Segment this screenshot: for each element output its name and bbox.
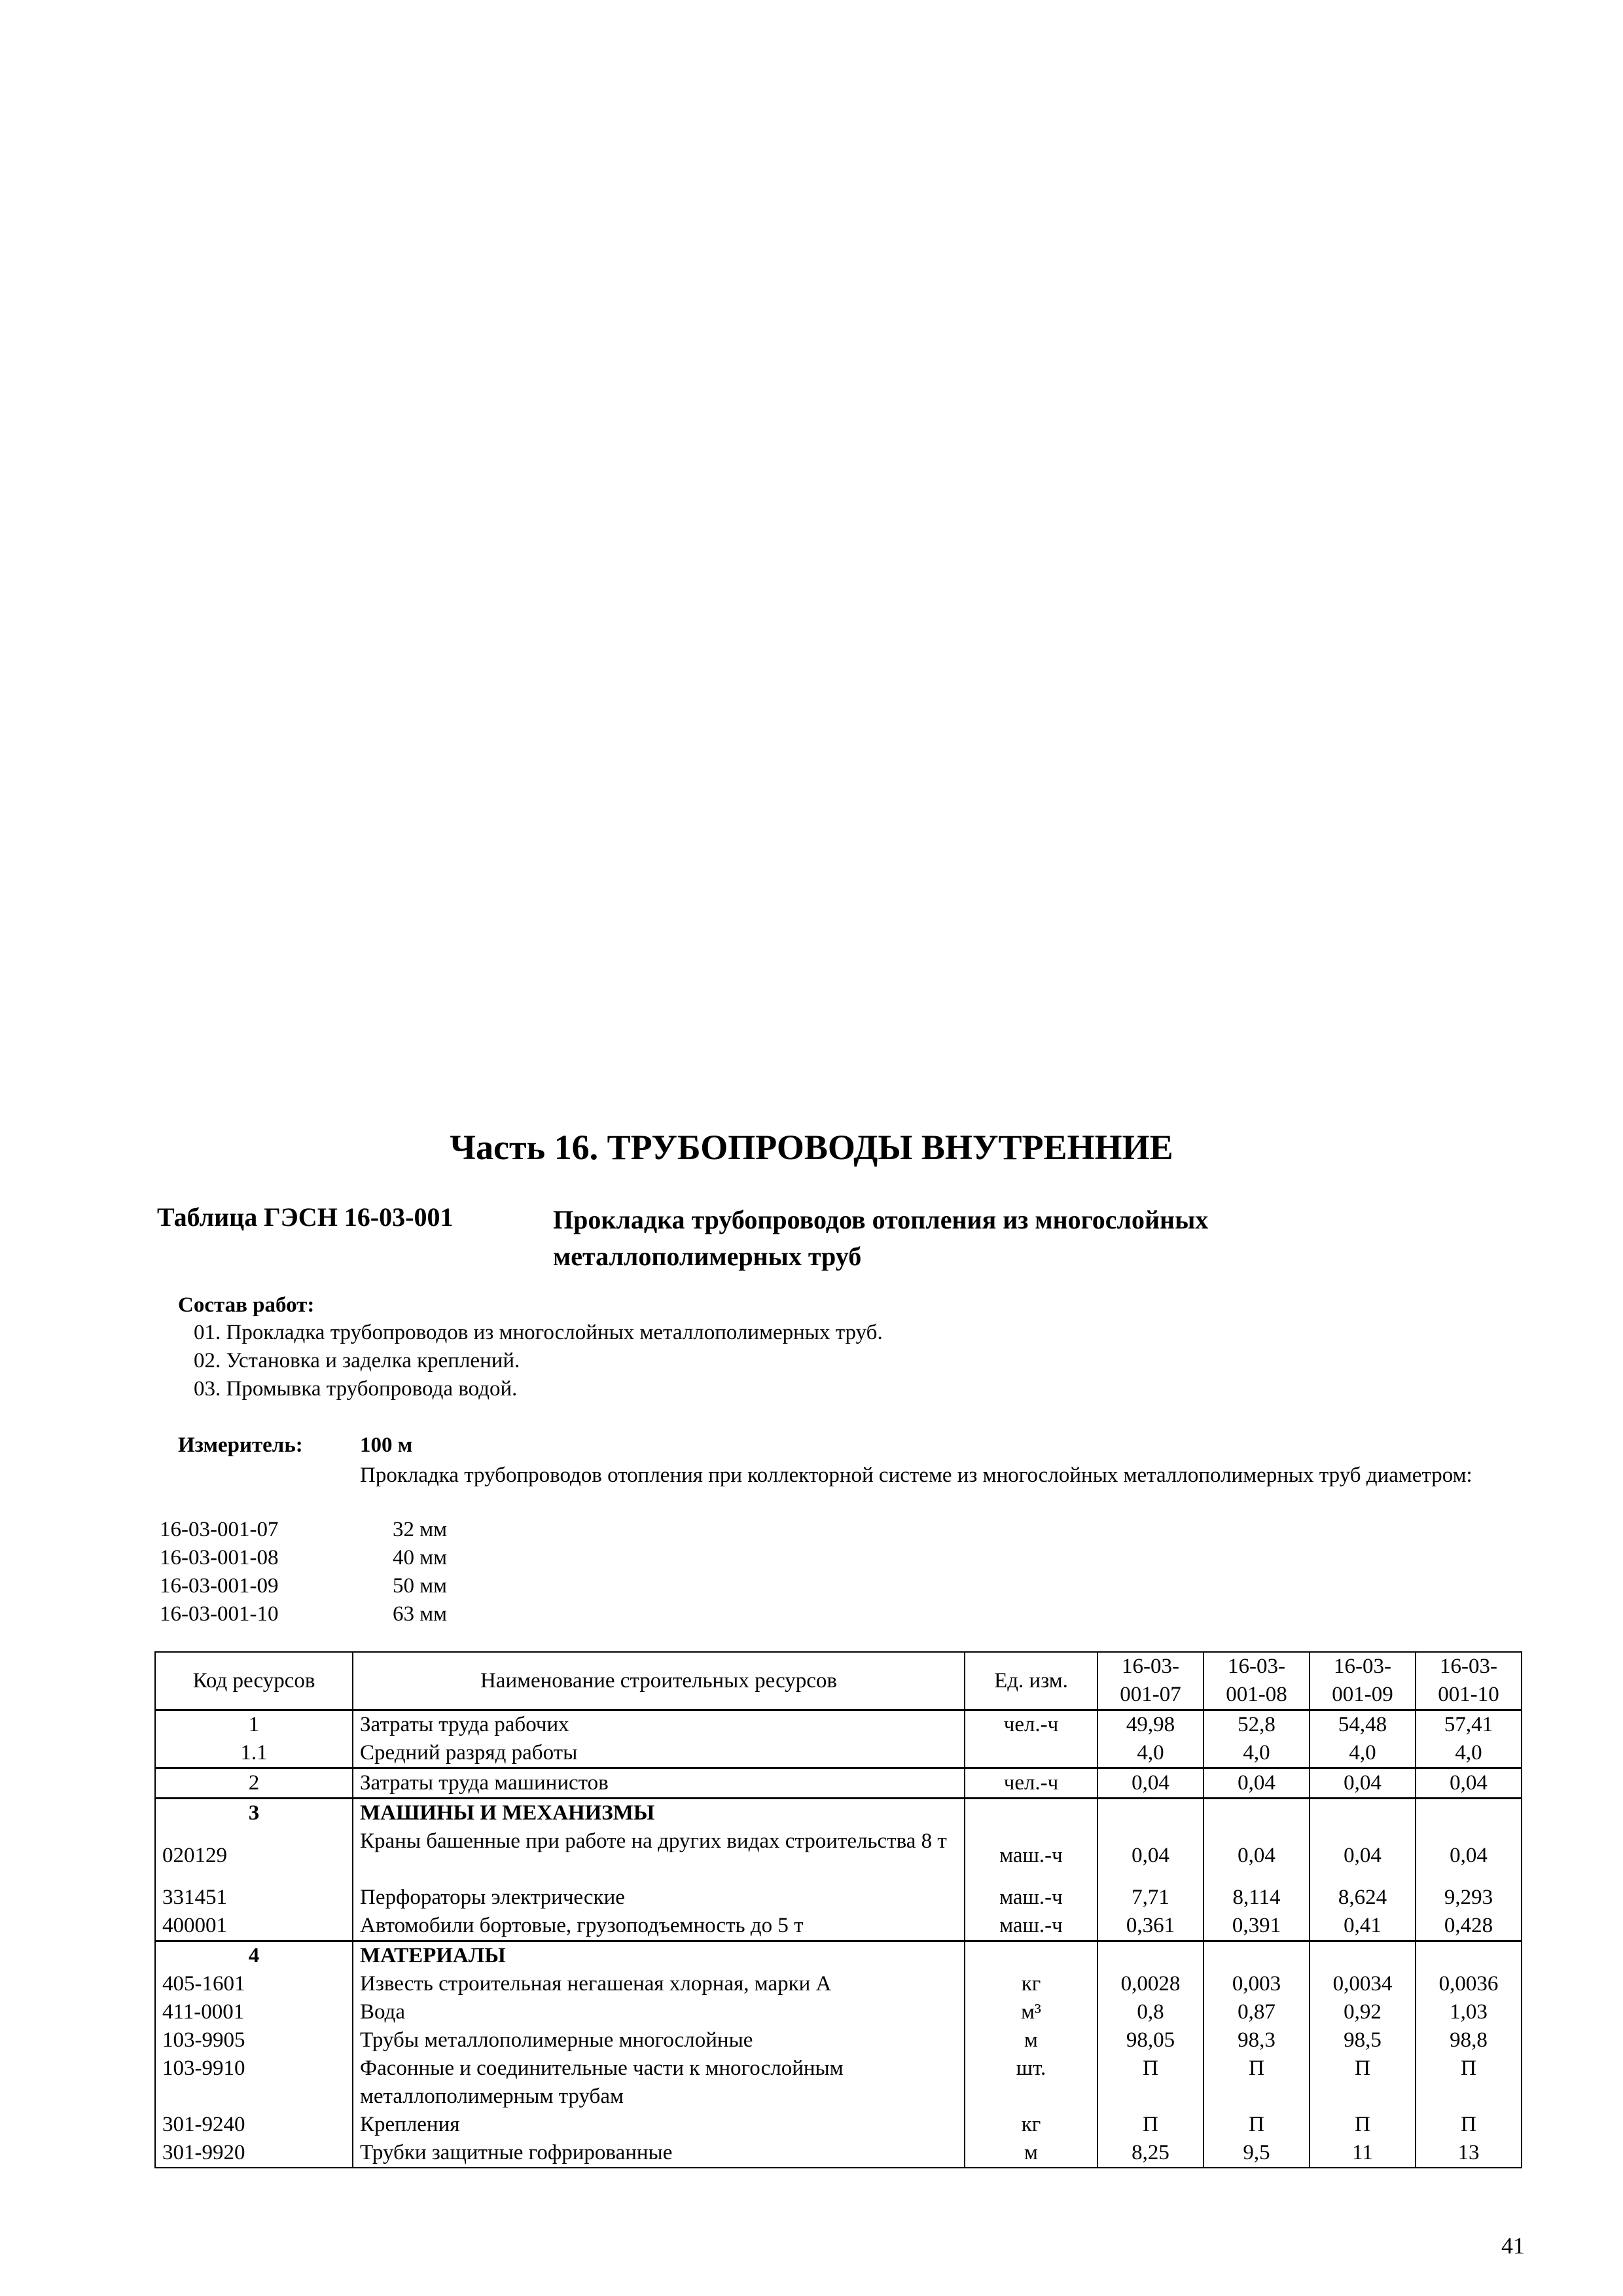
cell-value: 7,71 bbox=[1097, 1884, 1204, 1912]
work-step: 01. Прокладка трубопроводов из многослойных металлополимерных труб. bbox=[194, 1321, 883, 1344]
header-variant: 16-03-001-09 bbox=[1310, 1652, 1416, 1710]
variant-diameter: 32 мм bbox=[393, 1518, 448, 1541]
cell-value: П bbox=[1416, 2054, 1522, 2111]
cell-name: МАШИНЫ И МЕХАНИЗМЫ bbox=[353, 1799, 965, 1828]
page-number: 41 bbox=[1501, 2233, 1525, 2259]
cell-name: Фасонные и соединительные части к многослойным металлополимерным трубам bbox=[353, 2054, 965, 2111]
cell-value: 4,0 bbox=[1416, 1739, 1522, 1768]
cell-unit: чел.-ч bbox=[965, 1768, 1097, 1799]
cell-value bbox=[1310, 1799, 1416, 1828]
cell-unit: м³ bbox=[965, 1998, 1097, 2026]
table-row bbox=[155, 1710, 1522, 1740]
cell-unit: кг bbox=[965, 2111, 1097, 2139]
cell-value: 9,5 bbox=[1204, 2139, 1310, 2168]
table-row bbox=[155, 2026, 1522, 2054]
cell-name: Трубки защитные гофрированные bbox=[353, 2139, 965, 2168]
table-row bbox=[155, 1998, 1522, 2026]
table-row bbox=[155, 2111, 1522, 2139]
cell-value bbox=[1204, 1799, 1310, 1828]
cell-value bbox=[1416, 1799, 1522, 1828]
cell-value: 0,04 bbox=[1097, 1827, 1204, 1884]
header-name: Наименование строительных ресурсов bbox=[353, 1652, 965, 1710]
header-code: Код ресурсов bbox=[155, 1652, 353, 1710]
variant-code: 16-03-001-08 bbox=[160, 1546, 279, 1570]
cell-value: 0,04 bbox=[1204, 1827, 1310, 1884]
variant-diameter: 50 мм bbox=[393, 1574, 448, 1598]
cell-name: Краны башенные при работе на других видах строительства 8 т bbox=[353, 1827, 965, 1884]
cell-unit: маш.-ч bbox=[965, 1912, 1097, 1941]
table-label: Таблица ГЭСН 16-03-001 bbox=[157, 1202, 454, 1232]
cell-unit: шт. bbox=[965, 2054, 1097, 2111]
header-unit: Ед. изм. bbox=[965, 1652, 1097, 1710]
cell-value: 0,04 bbox=[1416, 1827, 1522, 1884]
cell-code: 331451 bbox=[155, 1884, 353, 1912]
cell-value: 0,04 bbox=[1310, 1827, 1416, 1884]
cell-value: 0,0034 bbox=[1310, 1970, 1416, 1998]
table-row bbox=[155, 1768, 1522, 1799]
header-variant: 16-03-001-08 bbox=[1204, 1652, 1310, 1710]
cell-name: Вода bbox=[353, 1998, 965, 2026]
cell-unit: кг bbox=[965, 1970, 1097, 1998]
cell-value: 0,003 bbox=[1204, 1970, 1310, 1998]
cell-value: 4,0 bbox=[1310, 1739, 1416, 1768]
cell-unit: маш.-ч bbox=[965, 1884, 1097, 1912]
cell-value: 13 bbox=[1416, 2139, 1522, 2168]
variant-diameter: 63 мм bbox=[393, 1602, 448, 1626]
cell-code: 400001 bbox=[155, 1912, 353, 1941]
cell-code: 1 bbox=[155, 1710, 353, 1740]
cell-code: 3 bbox=[155, 1799, 353, 1828]
cell-value: 0,0028 bbox=[1097, 1970, 1204, 1998]
cell-value: 0,41 bbox=[1310, 1912, 1416, 1941]
cell-value: 52,8 bbox=[1204, 1710, 1310, 1740]
cell-value: 4,0 bbox=[1204, 1739, 1310, 1768]
meter-unit: 100 м bbox=[360, 1433, 413, 1457]
cell-name: Автомобили бортовые, грузоподъемность до 5 т bbox=[353, 1912, 965, 1941]
cell-value: 0,361 bbox=[1097, 1912, 1204, 1941]
table-row bbox=[155, 1799, 1522, 1828]
table-row bbox=[155, 2139, 1522, 2168]
cell-value: П bbox=[1310, 2111, 1416, 2139]
work-step: 03. Промывка трубопровода водой. bbox=[194, 1377, 518, 1401]
cell-value: 57,41 bbox=[1416, 1710, 1522, 1740]
table-name: Прокладка трубопроводов отопления из многослойных металлополимерных труб bbox=[553, 1205, 1209, 1271]
cell-name: Крепления bbox=[353, 2111, 965, 2139]
cell-unit: м bbox=[965, 2026, 1097, 2054]
table-row bbox=[155, 1827, 1522, 1884]
header-variant: 16-03-001-10 bbox=[1416, 1652, 1522, 1710]
cell-value: 0,04 bbox=[1310, 1768, 1416, 1799]
cell-value: 0,92 bbox=[1310, 1998, 1416, 2026]
cell-unit bbox=[965, 1739, 1097, 1768]
cell-unit: м bbox=[965, 2139, 1097, 2168]
table-row bbox=[155, 1941, 1522, 1971]
cell-value: 0,87 bbox=[1204, 1998, 1310, 2026]
cell-value: 11 bbox=[1310, 2139, 1416, 2168]
cell-value: 0,04 bbox=[1416, 1768, 1522, 1799]
cell-name: Затраты труда рабочих bbox=[353, 1710, 965, 1740]
cell-value: 4,0 bbox=[1097, 1739, 1204, 1768]
variant-code: 16-03-001-10 bbox=[160, 1602, 279, 1626]
cell-name: Затраты труда машинистов bbox=[353, 1768, 965, 1799]
cell-value: 8,25 bbox=[1097, 2139, 1204, 2168]
cell-value: 9,293 bbox=[1416, 1884, 1522, 1912]
cell-value: 0,04 bbox=[1097, 1768, 1204, 1799]
cell-code: 1.1 bbox=[155, 1739, 353, 1768]
cell-code: 301-9240 bbox=[155, 2111, 353, 2139]
cell-value: П bbox=[1204, 2054, 1310, 2111]
cell-code: 405-1601 bbox=[155, 1970, 353, 1998]
cell-code: 103-9910 bbox=[155, 2054, 353, 2111]
work-step: 02. Установка и заделка креплений. bbox=[194, 1349, 520, 1372]
cell-name: Известь строительная негашеная хлорная, марки А bbox=[353, 1970, 965, 1998]
cell-value bbox=[1204, 1941, 1310, 1971]
table-row bbox=[155, 1970, 1522, 1998]
cell-value: 0,428 bbox=[1416, 1912, 1522, 1941]
cell-code: 4 bbox=[155, 1941, 353, 1971]
variant-code: 16-03-001-09 bbox=[160, 1574, 279, 1598]
cell-value: 0,04 bbox=[1204, 1768, 1310, 1799]
cell-value: 8,624 bbox=[1310, 1884, 1416, 1912]
table-row bbox=[155, 1884, 1522, 1912]
cell-value bbox=[1310, 1941, 1416, 1971]
cell-value: 98,05 bbox=[1097, 2026, 1204, 2054]
cell-name: МАТЕРИАЛЫ bbox=[353, 1941, 965, 1971]
cell-value: 8,114 bbox=[1204, 1884, 1310, 1912]
cell-value: 98,8 bbox=[1416, 2026, 1522, 2054]
cell-name: Трубы металлополимерные многослойные bbox=[353, 2026, 965, 2054]
cell-code: 411-0001 bbox=[155, 1998, 353, 2026]
cell-value: 49,98 bbox=[1097, 1710, 1204, 1740]
table-header-row bbox=[155, 1652, 1522, 1710]
cell-code: 020129 bbox=[155, 1827, 353, 1884]
table-row bbox=[155, 2054, 1522, 2111]
cell-code: 2 bbox=[155, 1768, 353, 1799]
cell-value: П bbox=[1097, 2054, 1204, 2111]
cell-name: Перфораторы электрические bbox=[353, 1884, 965, 1912]
cell-name: Средний разряд работы bbox=[353, 1739, 965, 1768]
cell-value: 98,3 bbox=[1204, 2026, 1310, 2054]
cell-value: П bbox=[1204, 2111, 1310, 2139]
cell-value: П bbox=[1097, 2111, 1204, 2139]
cell-value: 0,391 bbox=[1204, 1912, 1310, 1941]
cell-code: 301-9920 bbox=[155, 2139, 353, 2168]
variant-diameter: 40 мм bbox=[393, 1546, 448, 1570]
table-row bbox=[155, 1739, 1522, 1768]
cell-value: 0,8 bbox=[1097, 1998, 1204, 2026]
cell-unit: маш.-ч bbox=[965, 1827, 1097, 1884]
cell-value: П bbox=[1416, 2111, 1522, 2139]
cell-code: 103-9905 bbox=[155, 2026, 353, 2054]
cell-unit bbox=[965, 1941, 1097, 1971]
resource-table bbox=[154, 1651, 1522, 2168]
meter-description: Прокладка трубопроводов отопления при коллекторной системе из многослойных металлополимерных труб диаметром: bbox=[360, 1463, 1472, 1487]
cell-value: 0,0036 bbox=[1416, 1970, 1522, 1998]
header-variant: 16-03-001-07 bbox=[1097, 1652, 1204, 1710]
cell-value: 98,5 bbox=[1310, 2026, 1416, 2054]
cell-value: 1,03 bbox=[1416, 1998, 1522, 2026]
cell-value bbox=[1097, 1941, 1204, 1971]
cell-value: П bbox=[1310, 2054, 1416, 2111]
cell-value: 54,48 bbox=[1310, 1710, 1416, 1740]
table-row bbox=[155, 1912, 1522, 1941]
variant-code: 16-03-001-07 bbox=[160, 1518, 279, 1541]
cell-value bbox=[1416, 1941, 1522, 1971]
cell-value bbox=[1097, 1799, 1204, 1828]
cell-unit bbox=[965, 1799, 1097, 1828]
work-composition-heading: Состав работ: bbox=[178, 1293, 315, 1317]
part-title: Часть 16. ТРУБОПРОВОДЫ ВНУТРЕННИЕ bbox=[450, 1128, 1173, 1167]
meter-label: Измеритель: bbox=[178, 1433, 303, 1457]
cell-unit: чел.-ч bbox=[965, 1710, 1097, 1740]
